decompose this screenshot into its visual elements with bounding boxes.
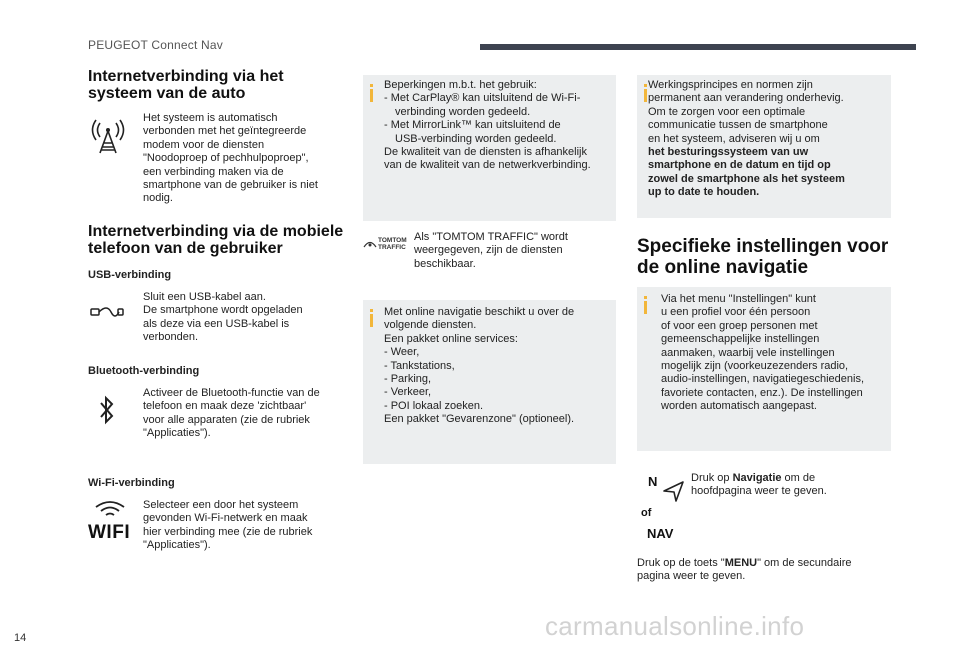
usb-text: Sluit een USB-kabel aan. De smartphone wordt opgeladen als deze via een USB-kabel is verbonden. [143, 291, 303, 344]
bluetooth-icon [99, 393, 115, 427]
bluetooth-label: Bluetooth-verbinding [88, 365, 200, 377]
section-title-system-internet: Internetverbinding via het systeem van de auto [88, 68, 284, 102]
section-title-online-navigation: Specifieke instellingen voor de online navigatie [637, 236, 889, 278]
wifi-icon [92, 500, 128, 518]
navigation-text: Druk op Navigatie om de hoofdpagina weer te geven. [691, 472, 827, 498]
profiles-text: Via het menu "Instellingen" kunt u een profiel voor één persoon of voor een groep personen met gemeenschappelijke instellingen aanmaken, waarbij vele instellingen mogelijk zijn (voorkeuzezenders radio, audio-instellingen, navigatiegeschiedenis, favoriete contacten, enz.). De instellingen worden automatisch aangepast. [661, 293, 865, 413]
info-box-profiles [637, 287, 891, 451]
page-number: 14 [14, 632, 27, 644]
wifi-label: Wi-Fi-verbinding [88, 477, 175, 489]
header-title: PEUGEOT Connect Nav [88, 38, 223, 52]
menu-text: Druk op de toets "MENU" om de secundaire pagina weer te geven. [637, 557, 852, 583]
system-internet-text: Het systeem is automatisch verbonden met het geïntegreerde modem voor de diensten "Noodoproep of pechhulpoproep", een verbinding maken via de smartphone van de gebruiker is niet nodig. [143, 112, 318, 205]
navigation-n-icon-label: N [648, 474, 658, 489]
wifi-text: Selecteer een door het systeem gevonden Wi-Fi-netwerk en maak hier verbinding mee (zie de rubriek "Applicaties"). [143, 499, 313, 552]
watermark: carmanualsonline.info [545, 611, 805, 641]
restrictions-text: Beperkingen m.b.t. het gebruik: - Met CarPlay® kan uitsluitend de Wi-Fi- verbinding worden gedeeld. - Met MirrorLink™ kan uitsluitend de USB-verbinding worden gedeeld. De kwaliteit van de diensten is afhankelijk van de kwaliteit van de netwerkverbinding. [384, 79, 591, 172]
usb-label: USB-verbinding [88, 269, 172, 281]
tomtom-text: Als "TOMTOM TRAFFIC" wordt weergegeven, zijn de diensten beschikbaar. [414, 231, 568, 270]
info-box-online-services [363, 300, 616, 464]
section-title-phone-internet: Internetverbinding via de mobiele telefoon van de gebruiker [88, 223, 344, 257]
wifi-icon-label: WIFI [88, 522, 131, 543]
bluetooth-text: Activeer de Bluetooth-functie van de telefoon en maak deze 'zichtbaar' voor alle apparaten (zie de rubriek "Applicaties"). [143, 387, 320, 440]
usb-cable-icon [90, 302, 124, 322]
info-box-update-advice [637, 75, 891, 218]
info-icon [370, 314, 373, 327]
update-advice-text: Werkingsprincipes en normen zijn permanent aan verandering onderhevig. Om te zorgen voor een optimale communicatie tussen de smartphone en het systeem, adviseren wij u om het besturingssysteem van uw smartphone en de datum en tijd op zowel de smartphone als het systeem up to date te houden. [648, 79, 845, 199]
nav-button-label: NAV [647, 526, 674, 541]
info-icon [644, 89, 647, 102]
info-icon [644, 301, 647, 314]
online-services-text: Met online navigatie beschikt u over de volgende diensten. Een pakket online services: - Weer, - Tankstations, - Parking, - Verkeer, - POI lokaal zoeken. Een pakket "Gevarenzone" (optioneel). [384, 306, 575, 426]
info-box-restrictions [363, 75, 616, 221]
navigation-arrow-icon [662, 480, 686, 502]
header-bar [480, 44, 916, 50]
antenna-icon [90, 117, 126, 155]
info-icon [370, 89, 373, 102]
or-label: of [641, 507, 652, 519]
